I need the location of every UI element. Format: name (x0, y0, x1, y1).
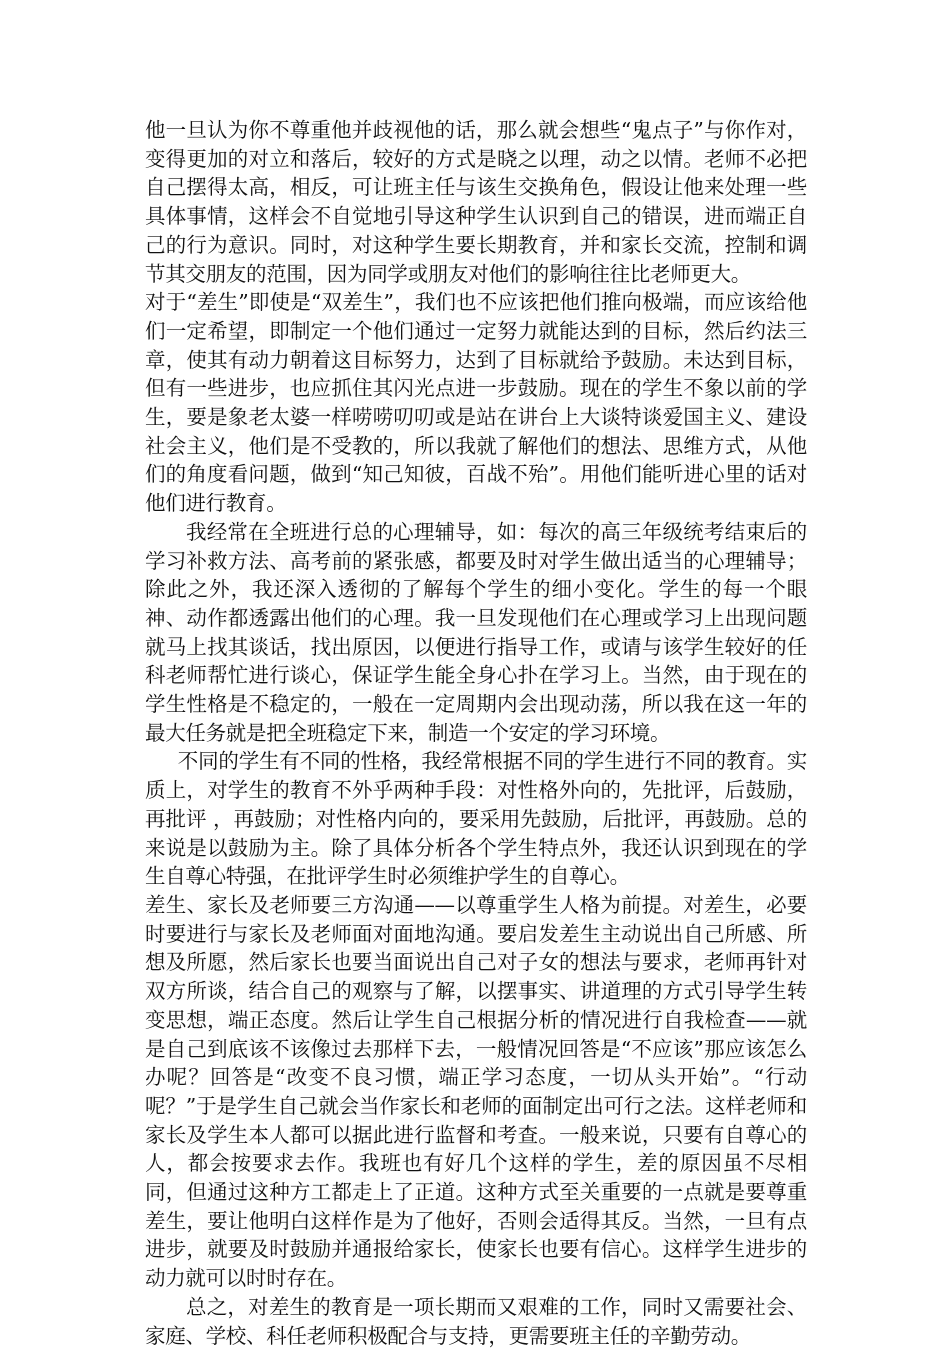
paragraph-2: 对于“差生”即使是“双差生”，我们也不应该把他们推向极端，而应该给他们一定希望，即制定一个他们通过一定努力就能达到的目标，然后约法三章，使其有动力朝着这目标努力，达到了目标就给予鼓励。未达到目标，但有一些进步，也应抓住其闪光点进一步鼓励。现在的学生不象以前的学生，要是象老太婆一样唠唠叨叨或是站在讲台上大谈特谈爱国主义、建设社会主义，他们是不受教的，所以我就了解他们的想法、思维方式，从他们的角度看问题，做到“知己知彼，百战不殆”。用他们能听进心里的话对他们进行教育。 (145, 290, 807, 516)
paragraph-4: 不同的学生有不同的性格，我经常根据不同的学生进行不同的教育。实质上，对学生的教育不外乎两种手段：对性格外向的，先批评，后鼓励，再批评 ，再鼓励；对性格内向的，要采用先鼓励，后批评，再鼓励。总的来说是以鼓励为主。除了具体分析各个学生特点外，我还认识到现在的学生自尊心特强，在批评学生时必须维护学生的自尊心。 (145, 749, 807, 889)
document-body (145, 116, 807, 1350)
paragraph-1: 他一旦认为你不尊重他并歧视他的话，那么就会想些“鬼点子”与你作对，变得更加的对立和落后，较好的方式是晓之以理，动之以情。老师不必把自己摆得太高，相反，可让班主任与该生交换角色，假设让他来处理一些具体事情，这样会不自觉地引导这种学生认识到自己的错误，进而端正自己的行为意识。同时，对这种学生要长期教育，并和家长交流，控制和调节其交朋友的范围，因为同学或朋友对他们的影响往往比老师更大。 (145, 118, 807, 286)
paragraph-3: 我经常在全班进行总的心理辅导，如：每次的高三年级统考结束后的学习补救方法、高考前的紧张感，都要及时对学生做出适当的心理辅导；除此之外，我还深入透彻的了解每个学生的细小变化。学生的每一个眼神、动作都透露出他们的心理。我一旦发现他们在心理或学习上出现问题就马上找其谈话，找出原因，以便进行指导工作，或请与该学生较好的任科老师帮忙进行谈心，保证学生能全身心扑在学习上。当然，由于现在的学生性格是不稳定的，一般在一定周期内会出现动荡，所以我在这一年的最大任务就是把全班稳定下来，制造一个安定的学习环境。 (145, 519, 807, 745)
paragraph-5: 差生、家长及老师要三方沟通——以尊重学生人格为前提。对差生，必要时要进行与家长及老师面对面地沟通。要启发差生主动说出自己所感、所想及所愿，然后家长也要当面说出自己对子女的想法与要求，老师再针对双方所谈，结合自己的观察与了解，以摆事实、讲道理的方式引导学生转变思想，端正态度。然后让学生自己根据分析的情况进行自我检查——就是自己到底该不该像过去那样下去，一般情况回答是“不应该”那应该怎么办呢？回答是“改变不良习惯，端正学习态度，一切从头开始”。“行动呢？”于是学生自己就会当作家长和老师的面制定出可行之法。这样老师和家长及学生本人都可以据此进行监督和考查。一般来说，只要有自尊心的人，都会按要求去作。我班也有好几个这样的学生，差的原因虽不尽相同，但通过这种方工都走上了正道。这种方式至关重要的一点就是要尊重差生，要让他明白这样作是为了他好，否则会适得其反。当然，一旦有点进步，就要及时鼓励并通报给家长，使家长也要有信心。这样学生进步的动力就可以时时存在。 (145, 892, 807, 1291)
paragraph-6: 总之，对差生的教育是一项长期而又艰难的工作，同时又需要社会、家庭、学校、科任老师积极配合与支持，更需要班主任的辛勤劳动。 (145, 1294, 807, 1348)
